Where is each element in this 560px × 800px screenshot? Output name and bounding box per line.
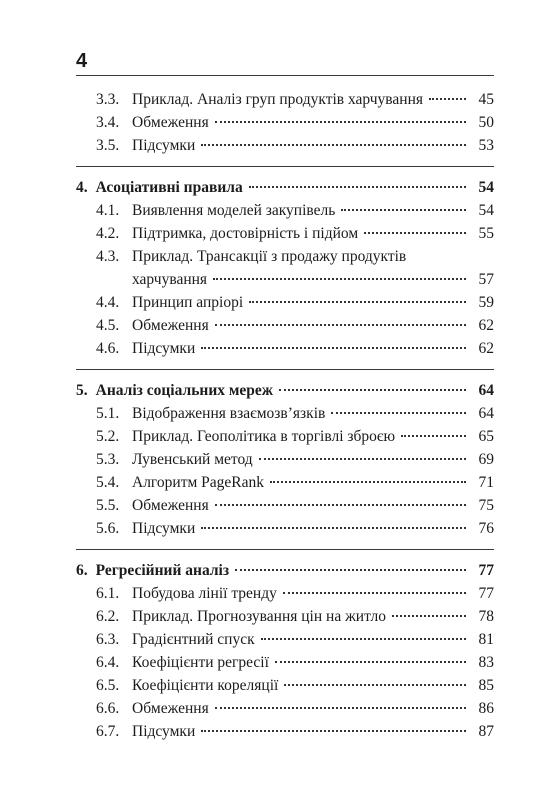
toc-entry-page: 77 (478, 585, 494, 602)
toc-section-entry[interactable] (76, 314, 494, 337)
dot-leader (201, 527, 466, 529)
toc-entry-number: 5.4. (96, 474, 120, 491)
toc-entry-title: Асоціативні правила (95, 179, 243, 196)
toc-entry-page: 85 (478, 677, 494, 694)
dot-leader (364, 232, 466, 234)
toc-entry-title: Підсумки (132, 520, 196, 537)
dot-leader (213, 278, 466, 280)
toc-entry-page: 71 (478, 474, 494, 491)
toc-entry-page: 81 (478, 631, 494, 648)
toc-entry-number: 3.5. (96, 137, 120, 154)
toc-entry-title: Обмеження (132, 317, 209, 334)
dot-leader (201, 347, 466, 349)
toc-entry-page: 78 (478, 608, 494, 625)
toc-entry-number: 6.4. (96, 654, 120, 671)
toc-entry-number: 4.3. (96, 248, 120, 265)
dot-leader (259, 458, 466, 460)
toc-entry-page: 76 (478, 520, 494, 537)
toc-entry-page: 83 (478, 654, 494, 671)
dot-leader (401, 435, 466, 437)
toc-entry-number: 4.2. (96, 225, 120, 242)
toc-entry-title: Алгоритм PageRank (132, 474, 264, 491)
toc-entry-page: 86 (478, 700, 494, 717)
toc-section-entry[interactable] (76, 291, 494, 314)
header-rule (76, 75, 494, 76)
toc-entry-number: 5.5. (96, 497, 120, 514)
toc-entry-page: 53 (478, 137, 494, 154)
toc-entry-title: Лувенський метод (132, 451, 253, 468)
dot-leader (249, 301, 466, 303)
toc-entry-title: Відображення взаємозв’язків (132, 405, 326, 422)
toc-entry-page: 54 (478, 202, 494, 219)
toc-entry-title: Підсумки (132, 723, 196, 740)
dot-leader (249, 186, 466, 188)
toc-section-entry[interactable] (76, 402, 494, 425)
toc-entry-title: Градієнтний спуск (132, 631, 255, 648)
dot-leader (279, 389, 466, 391)
toc-section-entry[interactable] (76, 471, 494, 494)
dot-leader (341, 209, 466, 211)
toc-entry-title: Підсумки (132, 340, 196, 357)
toc-entry-page: 57 (478, 271, 494, 288)
page-number: 4 (76, 50, 88, 72)
toc-section-entry[interactable] (76, 222, 494, 245)
toc-entry-number: 6.7. (96, 723, 120, 740)
toc-entry-page: 55 (478, 225, 494, 242)
chapter-divider (76, 166, 494, 167)
dot-leader (215, 324, 466, 326)
toc-entry-title: Приклад. Геополітика в торгівлі зброєю (132, 428, 396, 445)
toc-entry-page: 59 (478, 294, 494, 311)
dot-leader (283, 592, 466, 594)
dot-leader (215, 707, 466, 709)
toc-section-entry[interactable] (76, 268, 494, 291)
toc-section-entry[interactable] (76, 199, 494, 222)
toc-entry-number: 6.3. (96, 631, 120, 648)
toc-entry-number: 3.3. (96, 91, 120, 108)
toc-entry-title: Принцип апріорі (132, 294, 244, 311)
toc-entry-page: 62 (478, 340, 494, 357)
dot-leader (275, 661, 466, 663)
toc-entry-title: Приклад. Трансакції з продажу продуктів (132, 248, 407, 265)
dot-leader (201, 730, 466, 732)
toc-section-entry[interactable] (76, 628, 494, 651)
dot-leader (392, 615, 466, 617)
toc-section-entry[interactable] (76, 605, 494, 628)
dot-leader (261, 638, 466, 640)
toc-section-entry[interactable] (76, 134, 494, 157)
toc-entry-number: 6.1. (96, 585, 120, 602)
toc-section-entry[interactable] (76, 697, 494, 720)
toc-entry-page: 50 (478, 114, 494, 131)
toc-section-entry[interactable] (76, 337, 494, 360)
toc-entry-title: Виявлення моделей закупівель (132, 202, 336, 219)
toc-section-entry[interactable] (76, 494, 494, 517)
dot-leader (215, 121, 466, 123)
toc-section-entry[interactable] (76, 111, 494, 134)
dot-leader (235, 569, 466, 571)
toc-entry-title: Обмеження (132, 497, 209, 514)
toc-entry-number: 5.1. (96, 405, 120, 422)
toc-entry-number: 4.6. (96, 340, 120, 357)
toc-entry-number: 4.1. (96, 202, 120, 219)
toc-entry-title: Підтримка, достовірність і підйом (132, 225, 359, 242)
toc-entry-page: 77 (478, 562, 494, 579)
toc-entry-title: Коефіцієнти регресії (132, 654, 269, 671)
toc-entry-page: 45 (478, 91, 494, 108)
toc-entry-title: Приклад. Прогнозування цін на житло (132, 608, 386, 625)
toc-entry-page: 64 (478, 405, 494, 422)
toc-entry-number: 5. (76, 382, 88, 399)
toc-entry-number: 6.5. (96, 677, 120, 694)
toc-entry-number: 6. (76, 562, 88, 579)
toc-entry-page: 87 (478, 723, 494, 740)
toc-entry-title: Аналіз соціальних мереж (95, 382, 274, 399)
toc-entry-number: 6.6. (96, 700, 120, 717)
toc-entry-title: Обмеження (132, 700, 209, 717)
toc-entry-page: 64 (478, 382, 494, 399)
toc-entry-page: 54 (478, 179, 494, 196)
table-of-contents (76, 88, 494, 743)
toc-entry-title: харчування (132, 271, 208, 288)
dot-leader (201, 144, 466, 146)
toc-section-entry[interactable] (76, 674, 494, 697)
toc-entry-page: 65 (478, 428, 494, 445)
toc-entry-number: 5.3. (96, 451, 120, 468)
toc-section-entry[interactable] (76, 245, 494, 268)
toc-entry-number: 4.5. (96, 317, 120, 334)
toc-entry-number: 4.4. (96, 294, 120, 311)
chapter-divider (76, 369, 494, 370)
toc-section-entry[interactable] (76, 425, 494, 448)
dot-leader (270, 481, 466, 483)
toc-entry-number: 5.2. (96, 428, 120, 445)
toc-entry-page: 69 (478, 451, 494, 468)
chapter-divider (76, 549, 494, 550)
toc-section-entry[interactable] (76, 720, 494, 743)
toc-entry-title: Регресійний аналіз (95, 562, 230, 579)
toc-entry-page: 75 (478, 497, 494, 514)
toc-chapter-entry[interactable] (76, 559, 494, 582)
dot-leader (429, 98, 466, 100)
toc-entry-page: 62 (478, 317, 494, 334)
toc-entry-title: Обмеження (132, 114, 209, 131)
toc-entry-title: Приклад. Аналіз груп продуктів харчування (132, 91, 424, 108)
toc-section-entry[interactable] (76, 448, 494, 471)
toc-entry-number: 4. (76, 179, 88, 196)
toc-entry-title: Підсумки (132, 137, 196, 154)
dot-leader (215, 504, 466, 506)
toc-entry-number: 5.6. (96, 520, 120, 537)
toc-section-entry[interactable] (76, 582, 494, 605)
toc-section-entry[interactable] (76, 517, 494, 540)
toc-section-entry[interactable] (76, 88, 494, 111)
dot-leader (284, 684, 466, 686)
toc-chapter-entry[interactable] (76, 176, 494, 199)
toc-entry-title: Коефіцієнти кореляції (132, 677, 279, 694)
dot-leader (331, 412, 466, 414)
toc-entry-number: 3.4. (96, 114, 120, 131)
toc-entry-title: Побудова лінії тренду (132, 585, 277, 602)
toc-chapter-entry[interactable] (76, 379, 494, 402)
toc-section-entry[interactable] (76, 651, 494, 674)
toc-entry-number: 6.2. (96, 608, 120, 625)
